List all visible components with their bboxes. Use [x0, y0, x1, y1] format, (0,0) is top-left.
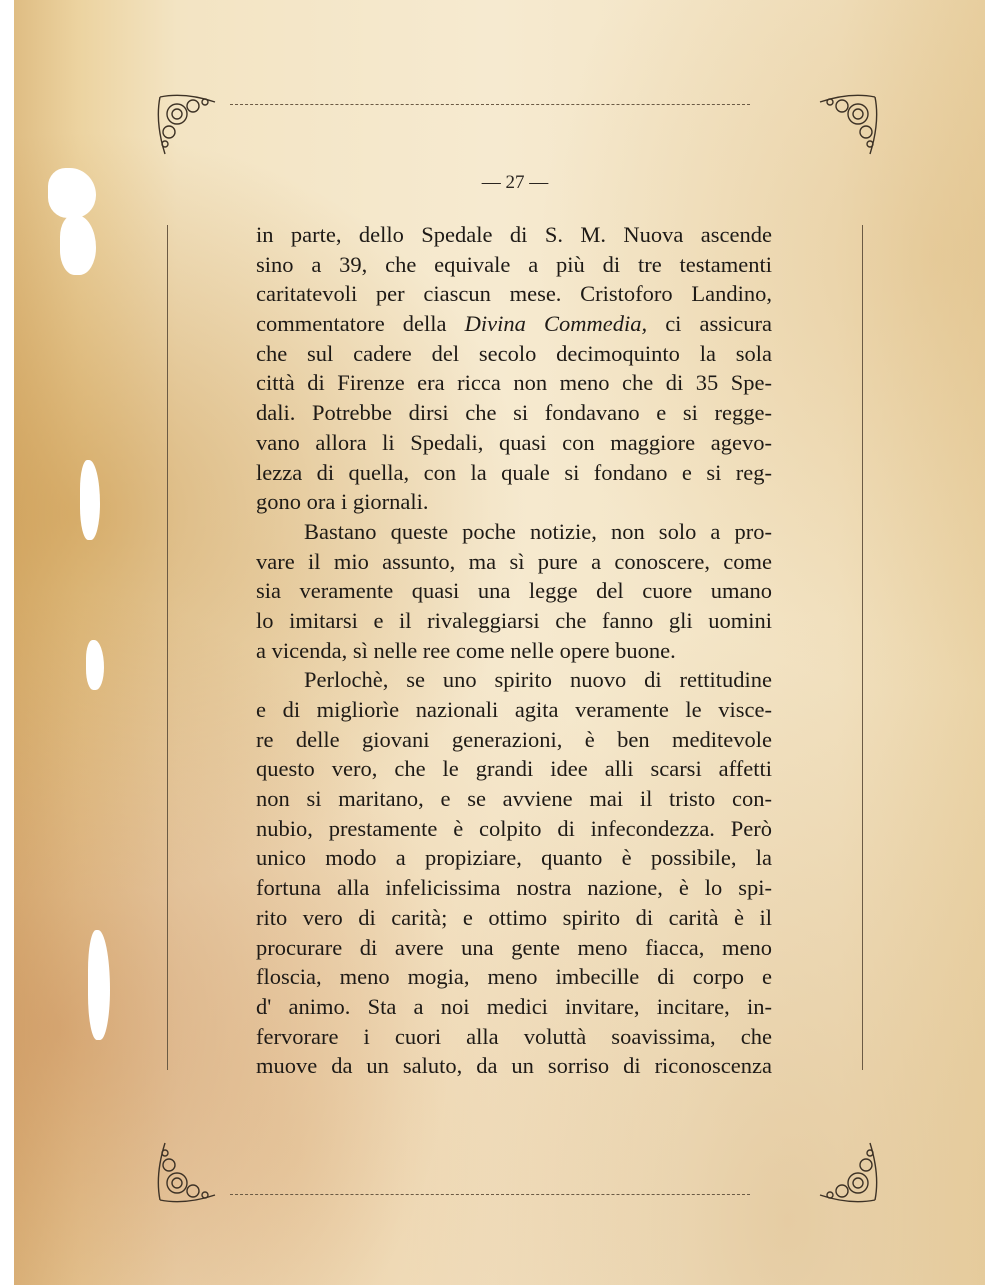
- text-line: Bastano queste poche notizie, non solo a pro-: [304, 518, 772, 544]
- book-title: Divina Commedia,: [464, 311, 648, 337]
- text-line: caritatevoli per ciascun mese. Cristoforo Landino,: [256, 281, 772, 307]
- corner-flourish-icon: [155, 1135, 225, 1205]
- text-line: sino a 39, che equivale a più di tre testamenti: [256, 251, 772, 277]
- frame-left-border: [167, 225, 168, 1070]
- frame-top-border: [230, 104, 750, 105]
- text-line: gono ora i giornali.: [256, 489, 429, 515]
- text-line: fortuna alla infelicissima nostra nazione, è lo spi-: [256, 875, 772, 901]
- text-line: [256, 309, 772, 339]
- text-line: vare il mio assunto, ma sì pure a conoscere, come: [256, 548, 772, 574]
- text-line: lo imitarsi e il rivaleggiarsi che fanno gli uomini: [256, 607, 772, 633]
- text-line: sia veramente quasi una legge del cuore umano: [256, 578, 772, 604]
- frame-bottom-border: [230, 1194, 750, 1195]
- text-line: d' animo. Sta a noi medici invitare, incitare, in-: [256, 993, 772, 1019]
- text-line: muove da un saluto, da un sorriso di riconoscenza: [256, 1053, 772, 1079]
- text-line: non si maritano, e se avviene mai il tristo con-: [256, 786, 772, 812]
- text-line: re delle giovani generazioni, è ben meditevole: [256, 726, 772, 752]
- text-line: Perlochè, se uno spirito nuovo di rettitudine: [304, 667, 772, 693]
- frame-right-border: [862, 225, 863, 1070]
- text-line: fervorare i cuori alla voluttà soavissima, che: [256, 1023, 772, 1049]
- page-number: — 27 —: [481, 172, 549, 193]
- text-line: in parte, dello Spedale di S. M. Nuova ascende: [256, 222, 772, 247]
- page-tear: [60, 215, 96, 275]
- page-tear: [48, 168, 96, 218]
- page-tear: [80, 460, 100, 540]
- text-line: rito vero di carità; e ottimo spirito di carità è il: [256, 904, 772, 930]
- text-line: unico modo a propiziare, quanto è possibile, la: [256, 845, 772, 871]
- text-fragment: commentatore della: [256, 311, 465, 337]
- text-line: nubio, prestamente è colpito di infecondezza. Però: [256, 815, 772, 841]
- text-line: e di migliorìe nazionali agita veramente le visce-: [256, 697, 772, 722]
- text-line: che sul cadere del secolo decimoquinto la sola: [256, 340, 772, 366]
- text-line: dali. Potrebbe dirsi che si fondavano e si regge-: [256, 400, 772, 426]
- body-text: [256, 220, 772, 1081]
- text-line: procurare di avere una gente meno fiacca, meno: [256, 934, 772, 960]
- text-line: città di Firenze era ricca non meno che di 35 Spe-: [256, 370, 772, 396]
- text-line: lezza di quella, con la quale si fondano e si reg-: [256, 459, 772, 485]
- corner-flourish-icon: [810, 1135, 880, 1205]
- corner-flourish-icon: [155, 92, 225, 162]
- page-tear: [88, 930, 110, 1040]
- text-line: questo vero, che le grandi idee alli scarsi affetti: [256, 756, 772, 782]
- text-fragment: ci assicura: [647, 311, 772, 337]
- text-line: floscia, meno mogia, meno imbecille di corpo e: [256, 964, 772, 990]
- text-line: a vicenda, sì nelle ree come nelle opere buone.: [256, 637, 676, 663]
- page-tear: [86, 640, 104, 690]
- corner-flourish-icon: [810, 92, 880, 162]
- page-tear: [0, 0, 14, 1285]
- text-line: vano allora li Spedali, quasi con maggiore agevo-: [256, 429, 772, 455]
